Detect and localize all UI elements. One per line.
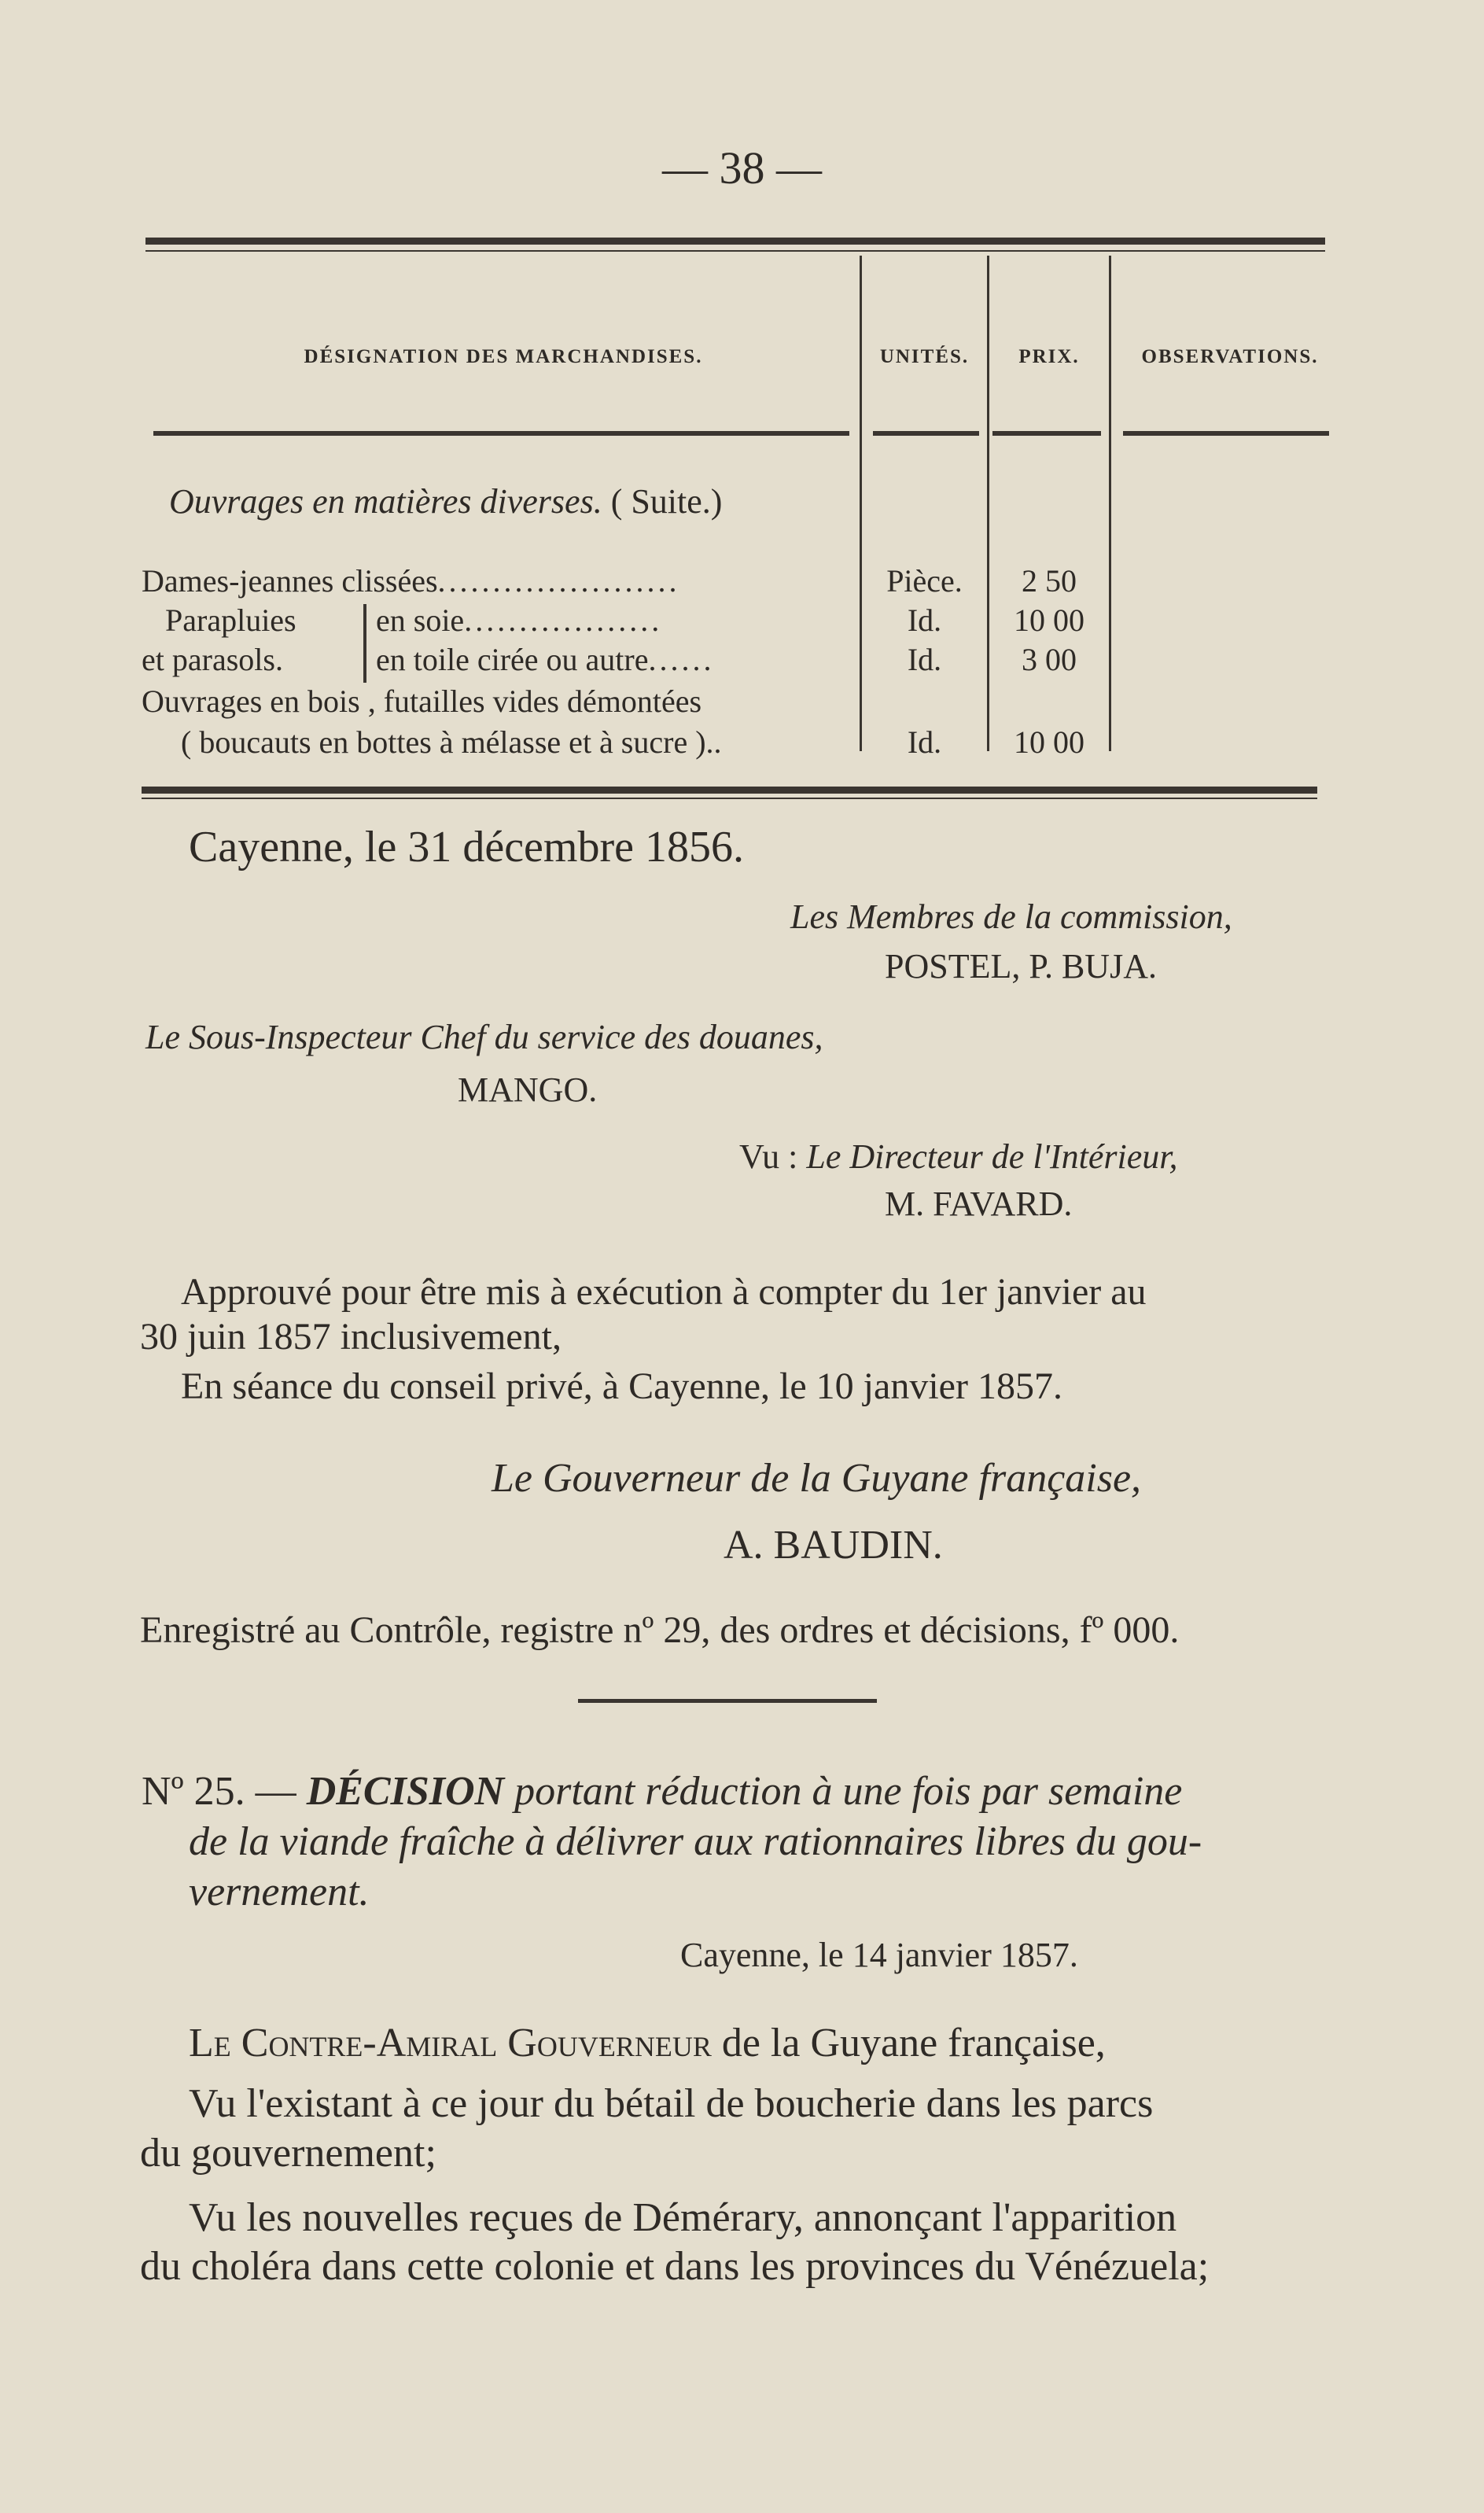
row-designation-right: en soie xyxy=(376,602,465,638)
row-designation: Ouvrages en bois , futailles vides démontées xyxy=(142,684,702,719)
table-row xyxy=(142,683,701,720)
section-title-suffix: ( Suite.) xyxy=(610,482,723,521)
row-price: 3 00 xyxy=(1022,642,1077,677)
row-unit: Id. xyxy=(907,602,942,638)
members-names: POSTEL, P. BUJA. xyxy=(885,947,1157,986)
table-row xyxy=(165,602,296,639)
row-designation-right: en toile cirée ou autre xyxy=(376,642,649,677)
row-designation: ( boucauts en bottes à mélasse et à sucre ).. xyxy=(181,724,722,760)
row-leader-dots: .................. xyxy=(464,602,663,638)
decision-number: Nº 25. — xyxy=(142,1769,296,1814)
table-row xyxy=(142,562,680,599)
row-designation-left: Parapluies xyxy=(165,602,296,638)
header-underline xyxy=(873,431,979,436)
row-unit: Pièce. xyxy=(886,563,963,599)
row-price: 2 50 xyxy=(1022,563,1077,599)
header-prix: PRIX. xyxy=(1018,346,1080,367)
table-row-right xyxy=(376,602,662,639)
row-designation-left: et parasols. xyxy=(142,642,283,677)
seance: En séance du conseil privé, à Cayenne, le 10 janvier 1857. xyxy=(181,1365,1062,1407)
header-underline xyxy=(1123,431,1329,436)
decision-title-lead: DÉCISION xyxy=(306,1769,505,1814)
header-underline xyxy=(992,431,1101,436)
row-unit: Id. xyxy=(907,724,942,760)
enregistre: Enregistré au Contrôle, registre nº 29, des ordres et décisions, fº 000. xyxy=(140,1609,1180,1651)
row-leader-dots: ...... xyxy=(648,642,715,677)
approval-line1: Approuvé pour être mis à exécution à compter du 1er janvier au xyxy=(181,1271,1147,1313)
sous-inspecteur-name: MANGO. xyxy=(458,1070,598,1109)
table-row-right xyxy=(376,641,714,678)
vu1-line2: du gouvernement; xyxy=(140,2131,436,2176)
table-row xyxy=(181,724,722,761)
table-bottom-rule-thin xyxy=(142,798,1317,799)
sous-inspecteur-title: Le Sous-Inspecteur Chef du service des douanes, xyxy=(145,1018,823,1056)
vu1-line1: Vu l'existant à ce jour du bétail de boucherie dans les parcs xyxy=(189,2081,1154,2126)
approval-line2: 30 juin 1857 inclusivement, xyxy=(140,1316,562,1358)
table-row xyxy=(142,641,283,678)
row-leader-dots: ...................... xyxy=(437,563,680,599)
decision-date: Cayenne, le 14 janvier 1857. xyxy=(680,1936,1078,1974)
section-title-text: Ouvrages en matières diverses. xyxy=(169,482,602,521)
gouverneur-title: Le Gouverneur de la Guyane française, xyxy=(492,1456,1142,1501)
header-observations: OBSERVATIONS. xyxy=(1141,346,1319,367)
intro-rest: de la Guyane française, xyxy=(721,2021,1106,2065)
table-column-divider xyxy=(1109,256,1111,751)
header-underline xyxy=(153,431,849,436)
table-column-divider xyxy=(860,256,862,751)
vu2-line1: Vu les nouvelles reçues de Démérary, annonçant l'apparition xyxy=(189,2195,1177,2240)
row-brace xyxy=(363,604,366,683)
decision-title-line2: de la viande fraîche à délivrer aux rationnaires libres du gou- xyxy=(189,1819,1202,1864)
decision-title-line1 xyxy=(142,1768,1182,1815)
header-unites: UNITÉS. xyxy=(879,346,970,367)
members-title: Les Membres de la commission, xyxy=(790,897,1232,936)
intro-caps: Le Contre-Amiral Gouverneur xyxy=(189,2021,712,2065)
row-price: 10 00 xyxy=(1014,724,1084,760)
vu2-line2: du choléra dans cette colonie et dans les provinces du Vénézuela; xyxy=(140,2244,1210,2289)
top-rule-thin xyxy=(145,250,1325,252)
vu-prefix: Vu : xyxy=(739,1137,798,1176)
row-price: 10 00 xyxy=(1014,602,1084,638)
vu-line xyxy=(739,1137,1177,1177)
table-column-divider xyxy=(987,256,989,751)
section-separator xyxy=(578,1699,877,1703)
row-unit: Id. xyxy=(907,642,942,677)
directeur-name: M. FAVARD. xyxy=(885,1185,1073,1223)
directeur-title: Le Directeur de l'Intérieur, xyxy=(806,1137,1178,1176)
decision-title-line3: vernement. xyxy=(189,1870,370,1914)
header-designation: DÉSIGNATION DES MARCHANDISES. xyxy=(304,346,703,367)
decision-title-rest: portant réduction à une fois par semaine xyxy=(514,1769,1183,1814)
decision-intro xyxy=(189,2020,1106,2066)
place-date: Cayenne, le 31 décembre 1856. xyxy=(189,823,744,871)
row-designation: Dames-jeannes clissées xyxy=(142,563,438,599)
page-number: — 38 — xyxy=(662,142,822,193)
top-rule xyxy=(145,238,1325,245)
gouverneur-name: A. BAUDIN. xyxy=(724,1523,943,1568)
section-title xyxy=(169,481,722,521)
table-bottom-rule xyxy=(142,787,1317,794)
